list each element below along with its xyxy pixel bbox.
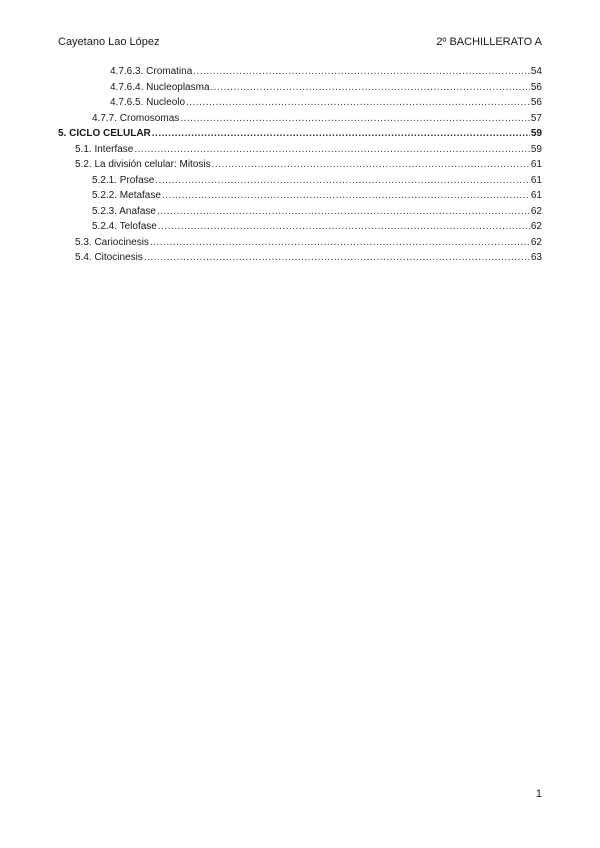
toc-dot-leader	[150, 235, 530, 251]
toc-dot-leader	[134, 142, 530, 158]
toc-entry-page: 54	[530, 66, 542, 77]
toc-entry[interactable]	[58, 204, 542, 220]
toc-entry-label: 5.2. La división celular: Mitosis	[75, 159, 211, 170]
toc-entry[interactable]	[58, 235, 542, 251]
toc-entry-page: 62	[530, 205, 542, 217]
toc-dot-leader	[155, 173, 530, 189]
table-of-contents	[58, 64, 542, 266]
toc-dot-leader	[157, 204, 530, 220]
toc-entry[interactable]	[58, 157, 542, 173]
toc-entry-label: 5.2.1. Profase	[92, 174, 155, 186]
toc-entry-page: 61	[530, 174, 542, 186]
toc-dot-leader	[212, 157, 530, 173]
toc-entry-label: 5.4. Citocinesis	[75, 252, 143, 263]
toc-entry-label: 5.2.2. Metafase	[92, 190, 161, 201]
page-number: 1	[535, 788, 542, 800]
toc-entry-label: 5.2.3. Anafase	[92, 205, 156, 217]
toc-entry-page: 56	[530, 81, 542, 93]
toc-dot-leader	[162, 188, 530, 204]
toc-entry-label: 5.3. Cariocinesis	[75, 236, 149, 248]
toc-dot-leader	[158, 219, 530, 235]
toc-entry-label: 4.7.6.4. Nucleoplasma	[110, 81, 210, 93]
toc-entry-page: 59	[530, 143, 542, 155]
toc-entry[interactable]	[58, 111, 542, 127]
toc-entry[interactable]	[58, 188, 542, 204]
toc-entry[interactable]	[58, 219, 542, 235]
toc-entry[interactable]	[58, 64, 542, 80]
toc-dot-leader	[211, 80, 530, 96]
toc-entry-page: 63	[530, 252, 542, 263]
toc-entry-page: 62	[530, 236, 542, 248]
page-header	[58, 36, 542, 52]
toc-entry-label: 5.2.4. Telofase	[92, 221, 157, 232]
toc-entry-page: 61	[530, 159, 542, 170]
toc-entry[interactable]	[58, 142, 542, 158]
toc-entry-page: 62	[530, 221, 542, 232]
toc-entry[interactable]	[58, 173, 542, 189]
toc-entry-label: 4.7.6.3. Cromatina	[110, 66, 193, 77]
toc-entry-label: 5.1. Interfase	[75, 143, 134, 155]
toc-dot-leader	[144, 250, 530, 266]
header-course: 2º BACHILLERATO A	[436, 36, 542, 48]
toc-entry-page: 61	[530, 190, 542, 201]
toc-entry-page: 57	[530, 112, 542, 124]
toc-entry[interactable]	[58, 126, 542, 142]
toc-dot-leader	[186, 95, 530, 111]
toc-entry[interactable]	[58, 250, 542, 266]
toc-entry-label: 4.7.7. Cromosomas	[92, 112, 180, 124]
toc-entry[interactable]	[58, 80, 542, 96]
toc-dot-leader	[152, 126, 530, 142]
toc-entry-label: 4.7.6.5. Nucleolo	[110, 97, 186, 108]
toc-entry[interactable]	[58, 95, 542, 111]
header-author: Cayetano Lao López	[58, 36, 160, 48]
toc-entry-page: 59	[530, 128, 542, 139]
toc-entry-page: 56	[530, 97, 542, 108]
toc-dot-leader	[180, 111, 530, 127]
toc-dot-leader	[193, 64, 530, 80]
toc-entry-label: 5. CICLO CELULAR	[58, 128, 151, 139]
